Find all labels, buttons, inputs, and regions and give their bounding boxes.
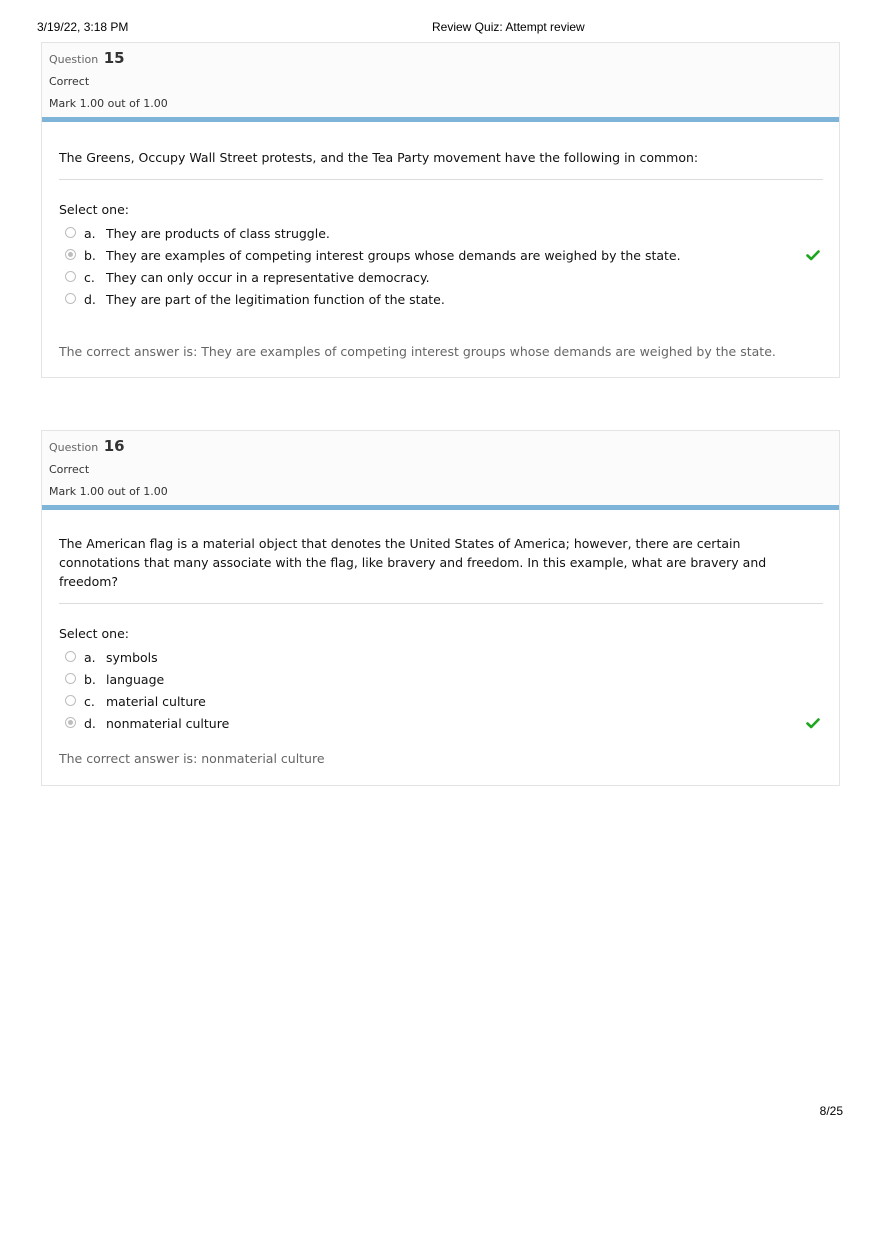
question-content [42, 122, 839, 311]
answer-letter: a. [84, 650, 96, 665]
answer-option-a[interactable] [59, 647, 823, 669]
question-state: Correct [49, 75, 90, 88]
question-content [42, 510, 839, 735]
answer-option-d[interactable] [59, 713, 823, 735]
answer-list [59, 223, 823, 311]
page-number: 8/25 [819, 1104, 843, 1118]
select-prompt: Select one: [59, 626, 130, 641]
answer-text: They can only occur in a representative democracy. [106, 270, 430, 285]
answer-list [59, 647, 823, 735]
checkmark-icon [806, 716, 820, 730]
answer-text: material culture [106, 694, 206, 709]
print-title: Review Quiz: Attempt review [432, 20, 585, 34]
answer-letter: d. [84, 716, 96, 731]
radio-icon[interactable] [65, 695, 76, 706]
answer-option-d[interactable] [59, 289, 823, 311]
answer-text: They are part of the legitimation function of the state. [106, 292, 445, 307]
answer-option-a[interactable] [59, 223, 823, 245]
radio-icon[interactable] [65, 227, 76, 238]
correct-answer-feedback: The correct answer is: nonmaterial culture [59, 751, 325, 766]
radio-icon[interactable] [65, 293, 76, 304]
answer-text: symbols [106, 650, 158, 665]
question-state: Correct [49, 463, 90, 476]
question-number [49, 437, 125, 455]
radio-icon[interactable] [65, 651, 76, 662]
answer-option-b[interactable] [59, 245, 823, 267]
answer-letter: c. [84, 694, 95, 709]
question-number [49, 49, 125, 67]
question-label: Question [49, 53, 99, 66]
radio-icon[interactable] [65, 249, 76, 260]
answer-text: They are examples of competing interest groups whose demands are weighed by the state. [106, 248, 681, 263]
answer-letter: b. [84, 672, 96, 687]
print-datetime: 3/19/22, 3:18 PM [37, 20, 129, 34]
answer-text: They are products of class struggle. [106, 226, 330, 241]
answer-text: nonmaterial culture [106, 716, 230, 731]
radio-icon[interactable] [65, 717, 76, 728]
question-info [42, 43, 839, 122]
question-text: The American flag is a material object that denotes the United States of America; however, there are certain connotations that many associate with the flag, like bravery and freedom. In this example, what are bravery and freedom? [59, 510, 823, 604]
question-15 [41, 42, 840, 378]
answer-letter: d. [84, 292, 96, 307]
select-prompt: Select one: [59, 202, 130, 217]
checkmark-icon [806, 248, 820, 262]
question-16 [41, 430, 840, 786]
answer-letter: a. [84, 226, 96, 241]
question-number-value: 15 [103, 49, 125, 67]
answer-text: language [106, 672, 165, 687]
question-number-value: 16 [103, 437, 125, 455]
answer-option-c[interactable] [59, 267, 823, 289]
print-header [37, 20, 843, 36]
radio-icon[interactable] [65, 673, 76, 684]
question-info [42, 431, 839, 510]
answer-option-c[interactable] [59, 691, 823, 713]
question-text: The Greens, Occupy Wall Street protests, and the Tea Party movement have the following in common: [59, 122, 823, 180]
question-grade: Mark 1.00 out of 1.00 [49, 485, 168, 498]
question-label: Question [49, 441, 99, 454]
answer-option-b[interactable] [59, 669, 823, 691]
answer-letter: c. [84, 270, 95, 285]
answer-letter: b. [84, 248, 96, 263]
correct-answer-feedback: The correct answer is: They are examples of competing interest groups whose demands are weighed by the state. [59, 344, 776, 359]
question-grade: Mark 1.00 out of 1.00 [49, 97, 168, 110]
radio-icon[interactable] [65, 271, 76, 282]
